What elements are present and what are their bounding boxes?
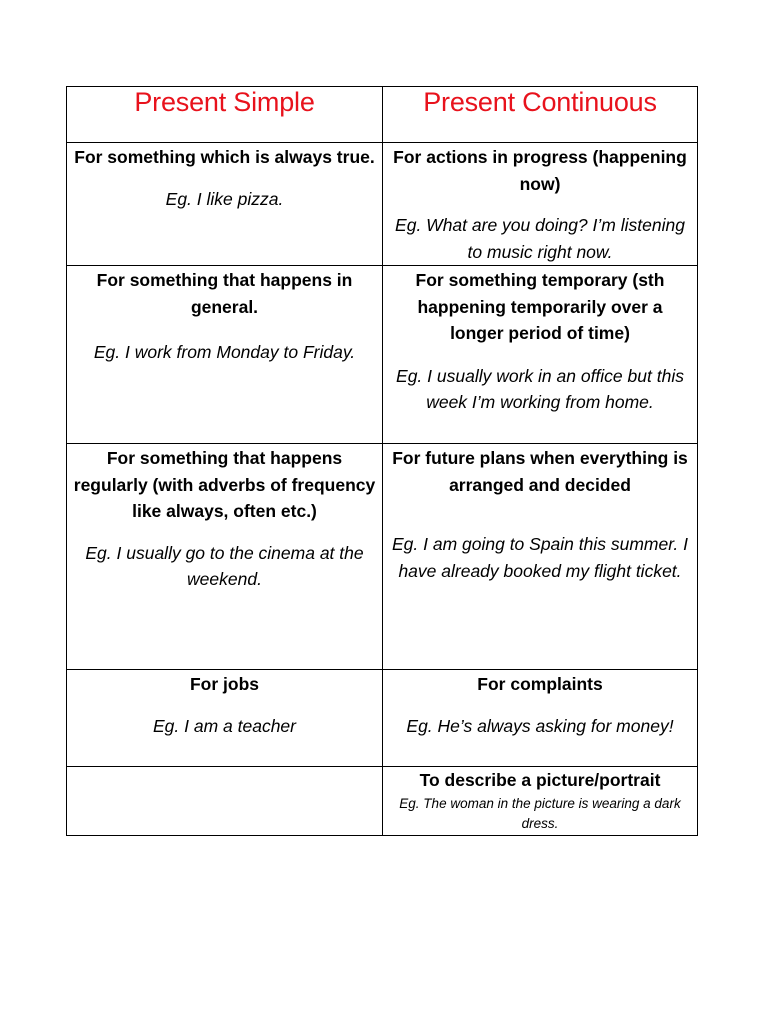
usage-rule: To describe a picture/portrait xyxy=(419,770,661,790)
table-row xyxy=(67,444,698,670)
table-row xyxy=(67,143,698,266)
usage-example: Eg. I work from Monday to Friday. xyxy=(93,342,356,362)
usage-rule: For something temporary (sth happening temporarily over a longer period of time) xyxy=(415,270,665,343)
table-header-row xyxy=(67,87,698,143)
tenses-comparison-table xyxy=(66,86,698,836)
present-simple-cell xyxy=(67,670,383,767)
usage-example: Eg. I usually work in an office but this week I’m working from home. xyxy=(396,365,684,412)
present-continuous-cell xyxy=(383,670,698,767)
usage-rule: For actions in progress (happening now) xyxy=(393,147,687,194)
grammar-sheet xyxy=(66,86,697,836)
usage-example: Eg. The woman in the picture is wearing a dark dress. xyxy=(399,795,681,831)
usage-example: Eg. I usually go to the cinema at the weekend. xyxy=(85,542,364,589)
present-continuous-cell xyxy=(383,767,698,836)
table-row xyxy=(67,266,698,444)
present-simple-cell xyxy=(67,444,383,670)
table-row xyxy=(67,767,698,836)
present-continuous-cell xyxy=(383,444,698,670)
usage-example: Eg. I like pizza. xyxy=(165,188,284,209)
present-continuous-heading: Present Continuous xyxy=(383,87,698,143)
usage-example: Eg. He’s always asking for money! xyxy=(406,715,674,736)
usage-rule: For jobs xyxy=(189,674,260,694)
usage-rule: For future plans when everything is arranged and decided xyxy=(392,448,688,495)
usage-rule: For something that happens regularly (with adverbs of frequency like always, often etc.) xyxy=(73,448,376,521)
usage-example: Eg. I am a teacher xyxy=(153,715,296,736)
usage-rule: For something that happens in general. xyxy=(96,270,353,317)
present-continuous-cell xyxy=(383,143,698,266)
usage-rule: For complaints xyxy=(477,674,603,694)
table-row xyxy=(67,670,698,767)
usage-rule: For something which is always true. xyxy=(74,147,375,167)
usage-example: Eg. I am going to Spain this summer. I have already booked my flight ticket. xyxy=(391,534,688,581)
present-continuous-cell xyxy=(383,266,698,444)
present-simple-cell xyxy=(67,143,383,266)
present-simple-cell xyxy=(67,266,383,444)
usage-example: Eg. What are you doing? I’m listening to music right now. xyxy=(395,215,685,262)
present-simple-cell-empty xyxy=(67,767,383,836)
present-simple-heading: Present Simple xyxy=(67,87,383,143)
